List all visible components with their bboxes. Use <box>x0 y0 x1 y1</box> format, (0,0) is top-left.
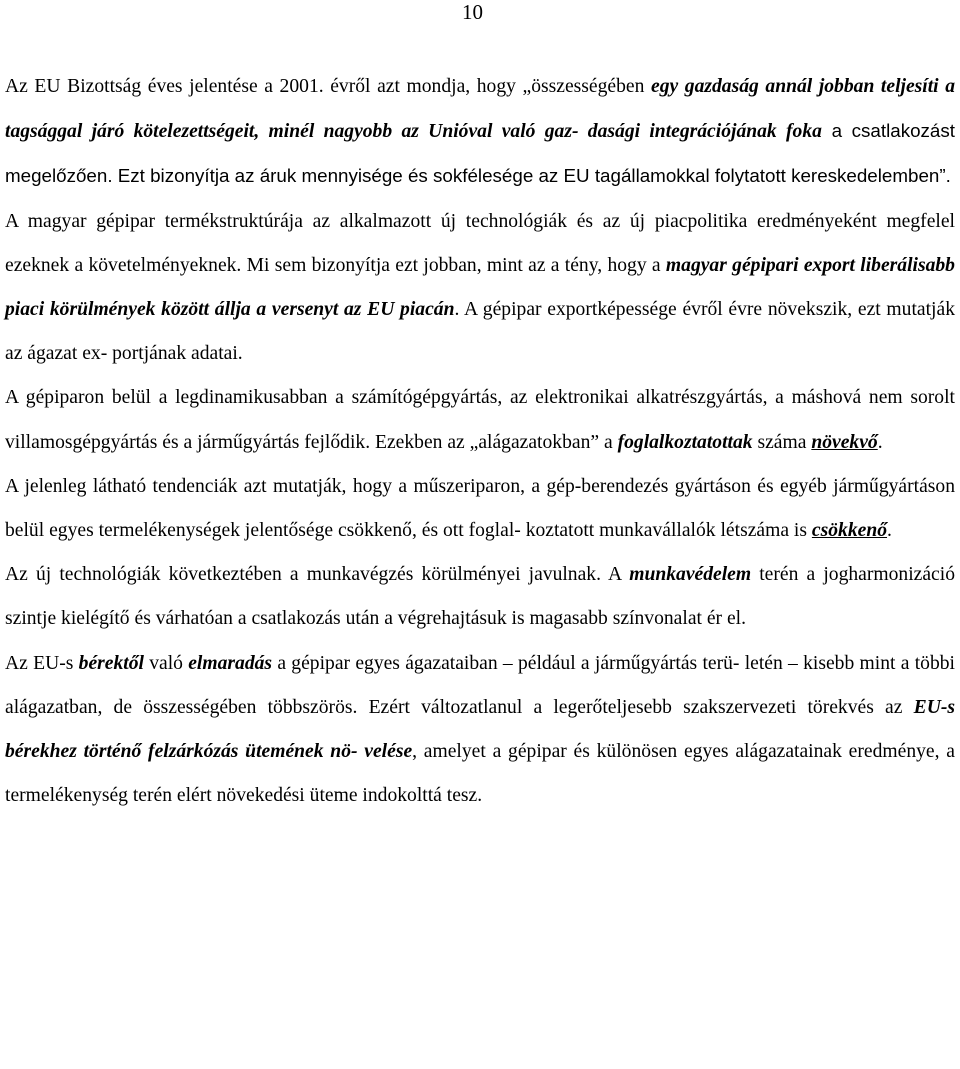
text-run: terén a jogharmonizáció szintje kielégítő és várhatóan a csatlakozás után a végrehajtásuk is magasabb színvonalat ér el. <box>5 564 955 630</box>
text-run: . <box>887 520 892 542</box>
underlined-emphasis <box>811 432 877 453</box>
paragraph <box>5 376 955 464</box>
text-run: . A gépipar exportképessége évről évre növekszik, ezt mutatják az ágazat ex- portjának adatai. <box>5 299 955 365</box>
text-run: , amelyet a gépipar és különösen egyes alágazatainak eredménye, a termelékenység terén elért növekedési üteme indokolttá tesz. <box>5 741 955 807</box>
emphasis-run: egy gazdaság annál jobban teljesíti a tagsággal járó kötelezettségeit, minél nagyobb az Unióval való gaz- dasági integrációjának foka <box>5 76 955 143</box>
paragraph <box>5 465 955 553</box>
emphasis-run: foglalkoztatottak <box>617 431 753 453</box>
document-body <box>5 65 955 818</box>
paragraph <box>5 553 955 641</box>
emphasis-run: csökkenő <box>811 520 888 542</box>
emphasis-run: EU-s bérekhez történő felzárkózás ütemének nö- velése <box>5 696 955 763</box>
emphasis-run: elmaradás <box>188 652 273 674</box>
text-run: Az EU-s <box>5 652 79 674</box>
text-run: a csatlakozást megelőzően. Ezt bizonyítja az áruk mennyisége és sokfélesége az EU tagállamokkal folytatott kereskedelemben”. <box>5 120 955 187</box>
text-run: Az új technológiák következtében a munkavégzés körülményei javulnak. A <box>5 564 630 586</box>
emphasis-run: magyar gépipari export liberálisabb piaci körülmények között állja a versenyt az EU piacán <box>5 254 955 321</box>
text-run: való <box>143 652 189 674</box>
text-run: a gépipar egyes ágazataiban – például a járműgyártás terü- letén – kisebb mint a többi alágazatban, de összességében többszörös. Ezért változatlanul a legerőteljesebb szakszervezeti törekvés az <box>5 652 955 718</box>
text-run: A gépiparon belül a legdinamikusabban a számítógépgyártás, az elektronikai alkatrészgyártás, a máshová nem sorolt villamosgépgyártás és a járműgyártás fejlődik. Ezekben az „alágazatokban” a <box>5 387 955 453</box>
text-run: száma <box>752 431 812 453</box>
page-number: 10 <box>462 0 483 24</box>
emphasis-run: bérektől <box>78 652 144 674</box>
text-run: . <box>877 431 883 453</box>
emphasis-run: növekvő <box>811 431 878 453</box>
paragraph <box>5 65 955 200</box>
paragraph <box>5 200 955 377</box>
text-run: A magyar gépipar termékstruktúrája az alkalmazott új technológiák és az új piacpolitika eredményeként megfelel ezeknek a követelményeknek. Mi sem bizonyítja ezt jobban, mint az a tény, hogy a <box>5 210 955 276</box>
emphasis-run: munkavédelem <box>629 564 752 586</box>
underlined-emphasis <box>812 520 887 541</box>
text-run: Az EU Bizottság éves jelentése a 2001. évről azt mondja, hogy „összességében <box>5 76 651 97</box>
text-run: A jelenleg látható tendenciák azt mutatják, hogy a műszeriparon, a gép-berendezés gyártáson és egyéb járműgyártáson belül egyes termelékenységek jelentősége csökkenő, és ott foglal- koztatott munkavállalók létszáma is <box>5 475 955 542</box>
paragraph <box>5 642 955 819</box>
